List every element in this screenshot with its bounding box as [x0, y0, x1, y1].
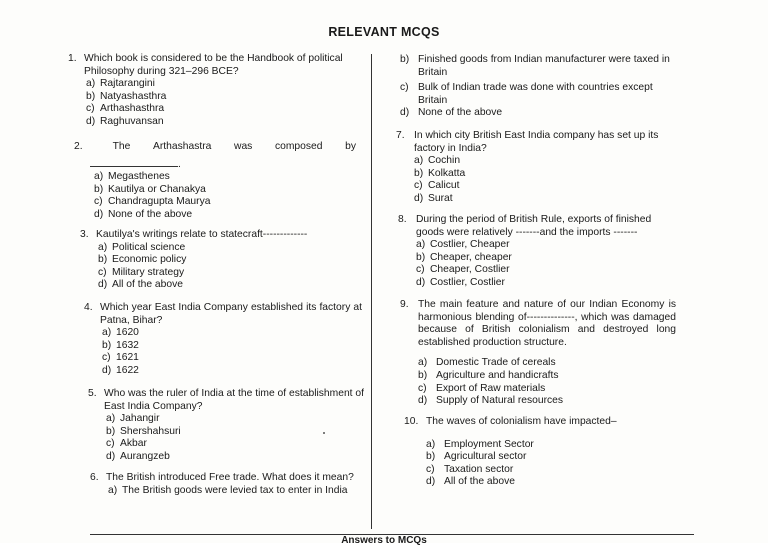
option: a) Domestic Trade of cereals — [418, 357, 556, 369]
answers-heading: Answers to MCQs — [341, 535, 427, 546]
option: a) 1620 — [102, 327, 139, 339]
option: b) Economic policy — [98, 254, 187, 266]
option: d) Surat — [414, 192, 453, 204]
question-number: 4. — [84, 302, 93, 313]
option: b) Agricultural sector — [426, 451, 527, 463]
option: d) None of the above — [400, 107, 503, 119]
question-text: Who was the ruler of India at the time of establishment of East India Company? — [104, 388, 364, 412]
page-title: RELEVANT MCQS — [328, 25, 440, 39]
option: c) Akbar — [106, 438, 147, 450]
answer-blank — [90, 156, 178, 167]
option: d) None of the above — [94, 208, 193, 220]
question-6 — [90, 472, 366, 497]
option: a) Rajtarangini — [86, 78, 155, 90]
question-text: During the period of British Rule, exports of finished goods were relatively -------and the imports ------- — [416, 214, 652, 238]
option: b) Agriculture and handicrafts — [418, 369, 559, 381]
option: d) Supply of Natural resources — [418, 395, 564, 407]
option: c) Bulk of Indian trade was done with countries except Britain — [400, 82, 653, 106]
option: c) Cheaper, Costlier — [416, 264, 510, 276]
question-number: 5. — [88, 388, 97, 399]
question-text: Which book is considered to be the Handbook of political Philosophy during 321–296 BCE? — [84, 53, 343, 77]
option: d) Costlier, Costlier — [416, 276, 505, 288]
option: a) The British goods were levied tax to enter in India — [108, 484, 348, 496]
question-3 — [80, 229, 360, 292]
question-1 — [68, 53, 360, 129]
question-text: The main feature and nature of our Indian Economy is harmonious blending of--------------, which was damaged because of British colonialism and destroyed long established production structure. — [418, 299, 676, 348]
question-end: . — [178, 158, 181, 170]
option: a) Employment Sector — [426, 438, 534, 450]
option: c) Military strategy — [98, 266, 185, 278]
question-number: 8. — [398, 214, 407, 225]
question-word: by — [345, 141, 356, 152]
option: b) 1632 — [102, 339, 139, 351]
question-text: The British introduced Free trade. What does it mean? — [106, 472, 354, 483]
question-4 — [84, 302, 362, 378]
option: c) Arthashasthra — [86, 103, 165, 115]
question-text: Kautilya's writings relate to statecraft------------- — [96, 229, 308, 240]
option: a) Jahangir — [106, 413, 160, 425]
option: d) 1622 — [102, 364, 139, 376]
option: b) Kolkatta — [414, 167, 466, 179]
question-word: Arthashastra — [153, 141, 212, 152]
option: b) Natyashasthra — [86, 90, 167, 102]
question-8 — [398, 214, 674, 290]
option: b) Shershahsuri — [106, 425, 181, 437]
question-number: 7. — [396, 130, 405, 141]
question-word: was — [234, 141, 253, 152]
option: c) Calicut — [414, 180, 460, 192]
option: a) Cochin — [414, 155, 461, 167]
question-number: 2. — [74, 141, 83, 152]
question-text: The waves of colonialism have impacted– — [426, 416, 617, 427]
option: c) Taxation sector — [426, 463, 514, 475]
column-divider — [371, 54, 372, 529]
option: c) Chandragupta Maurya — [94, 196, 211, 208]
option: b) Finished goods from Indian manufacturer were taxed in Britain — [400, 54, 670, 78]
question-word: The — [112, 141, 131, 152]
option: d) Raghuvansan — [86, 115, 164, 127]
question-number: 9. — [400, 299, 409, 310]
question-9 — [400, 299, 676, 408]
option: a) Political science — [98, 241, 186, 253]
option: c) Export of Raw materials — [418, 382, 546, 394]
option: a) Costlier, Cheaper — [416, 239, 510, 251]
question-text: In which city British East India company has set up its factory in India? — [414, 130, 659, 154]
option: c) 1621 — [102, 352, 139, 364]
question-10 — [404, 416, 674, 489]
question-2 — [74, 141, 356, 222]
option: b) Kautilya or Chanakya — [94, 183, 206, 195]
question-7 — [396, 130, 672, 206]
question-number: 3. — [80, 229, 89, 240]
option: d) All of the above — [98, 279, 183, 291]
question-5 — [88, 388, 364, 464]
option: a) Megasthenes — [94, 171, 170, 183]
option: d) Aurangzeb — [106, 450, 170, 462]
option: b) Cheaper, cheaper — [416, 251, 512, 263]
question-word: composed — [274, 141, 323, 152]
option: d) All of the above — [426, 476, 515, 488]
question-number: 1. — [68, 53, 77, 64]
question-number: 10. — [404, 416, 419, 427]
question-6-continued — [400, 54, 672, 120]
question-number: 6. — [90, 472, 99, 483]
question-text: Which year East India Company established its factory at Patna, Bihar? — [100, 302, 362, 326]
